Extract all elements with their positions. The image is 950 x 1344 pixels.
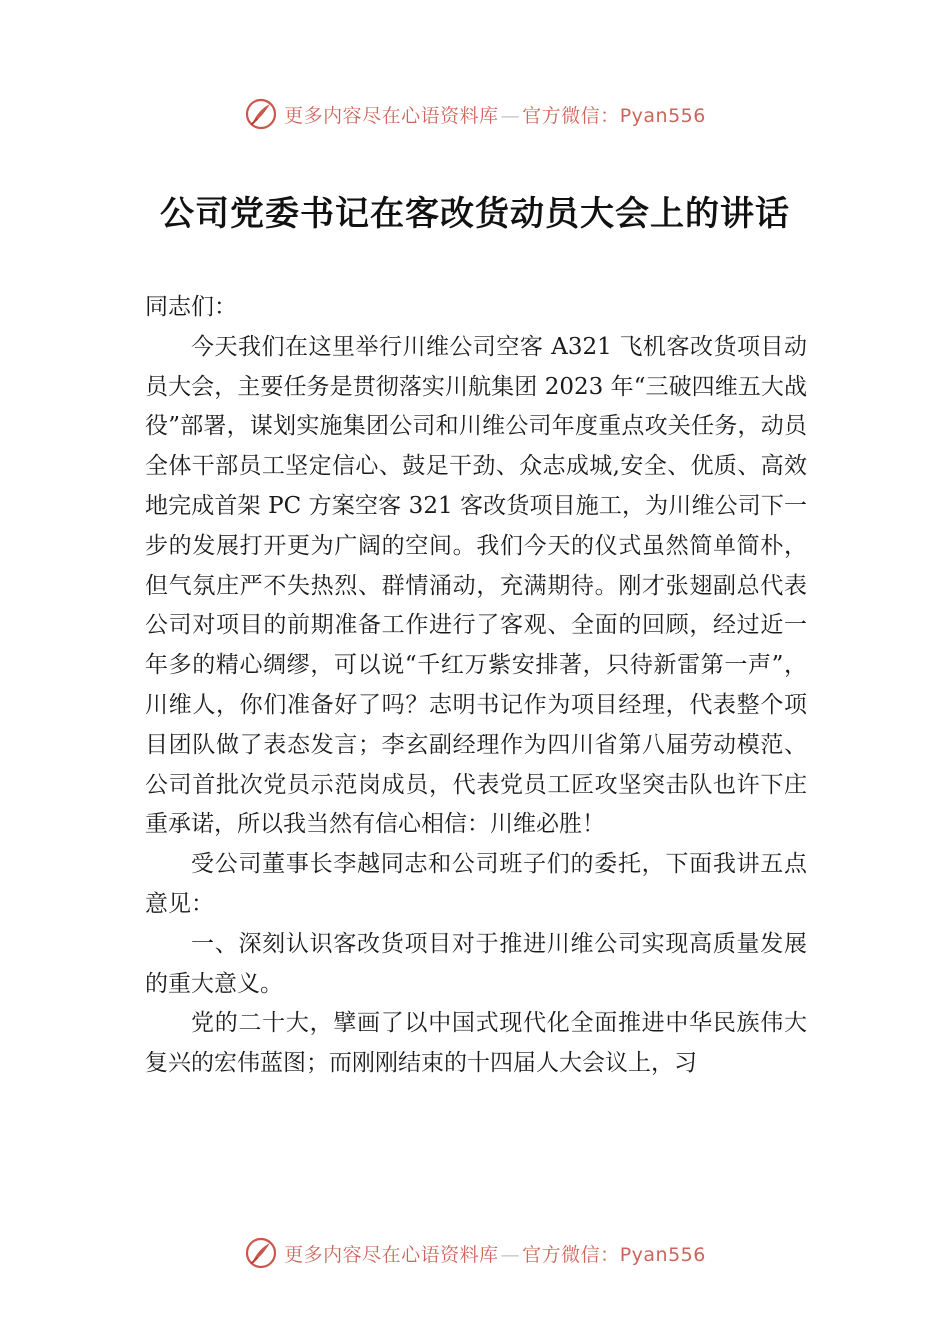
- paragraph: 受公司董事长李越同志和公司班子们的委托，下面我讲五点意见：: [145, 851, 807, 917]
- banner-dash: —: [500, 1243, 521, 1266]
- paragraph: 今天我们在这里举行川维公司空客 A321 飞机客改货项目动员大会，主要任务是贯彻落实川航集团 2023 年“三破四维五大战役”部署，谋划实施集团公司和川维公司年度重点攻关任务，动员全体干部员工坚定信心、鼓足干劲、众志成城,安全、优质、高效地完成首架 PC 方案空客 321 客改货项目施工，为川维公司下一步的发展打开更为广阔的空间。我们今天的仪式虽然简单简朴，但气氛庄严不失热烈、群情涌动，充满期待。刚才张翅副总代表公司对项目的前期准备工作进行了客观、全面的回顾，经过近一年多的精心绸缪，可以说“千红万紫安排著，只待新雷第一声”，川维人，你们准备好了吗？志明书记作为项目经理，代表整个项目团队做了表态发言；李玄副经理作为四川省第八届劳动模范、公司首批次党员示范岗成员，代表党员工匠攻坚突击队也许下庄重承诺，所以我当然有信心相信：川维必胜！: [145, 333, 807, 838]
- banner-channel: 官方微信：: [522, 1243, 620, 1266]
- paragraph: 党的二十大，擘画了以中国式现代化全面推进中华民族伟大复兴的宏伟蓝图；而刚刚结束的十四届人大会议上，习: [145, 1010, 807, 1077]
- banner-handle: Pyan556: [619, 104, 706, 127]
- paragraph: 一、深刻认识客改货项目对于推进川维公司实现高质量发展的重大意义。: [145, 930, 807, 997]
- banner-slogan: 更多内容尽在心语资料库: [284, 104, 499, 127]
- footer-banner: [0, 1233, 950, 1273]
- banner-text: [284, 101, 706, 128]
- banner-text: [284, 1240, 706, 1267]
- header-banner: [0, 94, 950, 134]
- banner-slogan: 更多内容尽在心语资料库: [284, 1243, 499, 1266]
- banner-channel: 官方微信：: [522, 104, 620, 127]
- document-title: 公司党委书记在客改货动员大会上的讲话: [160, 194, 790, 234]
- document-body: [145, 288, 807, 1084]
- salutation: 同志们：: [145, 294, 237, 320]
- banner-dash: —: [500, 104, 521, 127]
- banner-handle: Pyan556: [619, 1243, 706, 1266]
- quill-seal-icon: [244, 97, 278, 131]
- quill-seal-icon: [244, 1236, 278, 1270]
